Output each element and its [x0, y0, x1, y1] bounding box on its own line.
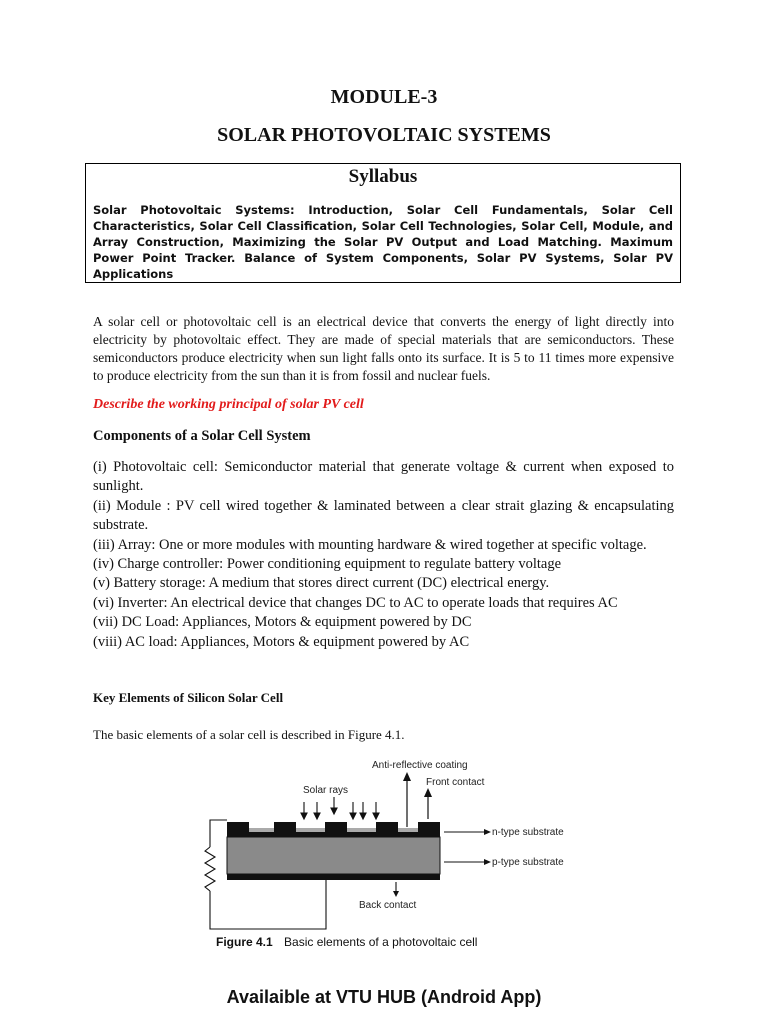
list-item: (i) Photovoltaic cell: Semiconductor material that generate voltage & current when exposed to sunlight. [93, 459, 674, 495]
list-item: (v) Battery storage: A medium that stores direct current (DC) electrical energy. [93, 575, 550, 592]
question-heading: Describe the working principal of solar PV cell [93, 397, 364, 412]
resistor [205, 847, 215, 891]
p-type-layer [227, 837, 440, 874]
label-p-type: p-type substrate [492, 857, 564, 868]
figure-caption-number: Figure 4.1 [216, 935, 273, 949]
list-item: (vi) Inverter: An electrical device that changes DC to AC to operate loads that requires AC [93, 594, 618, 611]
figure-caption-text: Basic elements of a photovoltaic cell [284, 935, 478, 949]
label-n-type: n-type substrate [492, 827, 564, 838]
list-item: (ii) Module : PV cell wired together & laminated between a clear strait glazing & encapsulating substrate. [93, 497, 674, 534]
figure-intro-text: The basic elements of a solar cell is described in Figure 4.1. [93, 727, 405, 742]
label-solar-rays: Solar rays [303, 785, 349, 796]
label-front-contact: Front contact [426, 777, 485, 788]
list-item: (viii) AC load: Appliances, Motors & equipment powered by AC [93, 633, 470, 650]
label-back-contact: Back contact [359, 900, 417, 911]
arrowhead-back-contact [393, 891, 399, 897]
component-list [93, 458, 674, 652]
syllabus-text: Solar Photovoltaic Systems: Introduction, Solar Cell Fundamentals, Solar Cell Characteristics, Solar Cell Classification, Solar Cell Technologies, Solar Cell, Module, and Array Construction, Maximizing the Solar PV Output and Load Matching. Maximum Power Point Tracker. Balance of System Components, Solar PV Systems, Solar PV Applications [93, 203, 673, 281]
arrowhead-p-type [484, 859, 491, 865]
n-type-layer [227, 832, 440, 837]
syllabus-heading: Syllabus [348, 166, 418, 187]
figure-caption [216, 935, 477, 949]
arrowhead-anti-reflective [403, 772, 411, 781]
figure-solar-cell-diagram [200, 755, 600, 955]
arrowhead-front-contact [424, 788, 432, 797]
circuit-wire-top [210, 820, 227, 847]
key-elements-heading: Key Elements of Silicon Solar Cell [93, 690, 284, 705]
page-title: SOLAR PHOTOVOLTAIC SYSTEMS [217, 124, 551, 146]
label-anti-reflective: Anti-reflective coating [372, 760, 468, 771]
intro-paragraph: A solar cell or photovoltaic cell is an electrical device that converts the energy of light directly into electricity by photovoltaic effect. They are made of special materials that are semiconductors. These semiconductors produce electricity when sun light falls onto its surface. It is 5 to 11 times more expensive to produce electricity from the sun than it is from fossil and nuclear fuels. [93, 314, 674, 383]
solar-cell-diagram [200, 755, 600, 955]
back-contact-layer [227, 874, 440, 880]
list-item: (iv) Charge controller: Power conditioning equipment to regulate battery voltage [93, 556, 562, 573]
footer-banner: Availaible at VTU HUB (Android App) [226, 987, 542, 1007]
list-item: (vii) DC Load: Appliances, Motors & equipment powered by DC [93, 614, 472, 631]
list-item: (iii) Array: One or more modules with mounting hardware & wired together at specific voltage. [93, 536, 647, 553]
arrowhead-n-type [484, 829, 491, 835]
syllabus-box [85, 163, 681, 283]
module-title: MODULE-3 [330, 86, 438, 108]
circuit-wire-bottom [210, 880, 326, 929]
components-heading: Components of a Solar Cell System [93, 428, 311, 444]
solar-ray-arrows [301, 797, 379, 819]
